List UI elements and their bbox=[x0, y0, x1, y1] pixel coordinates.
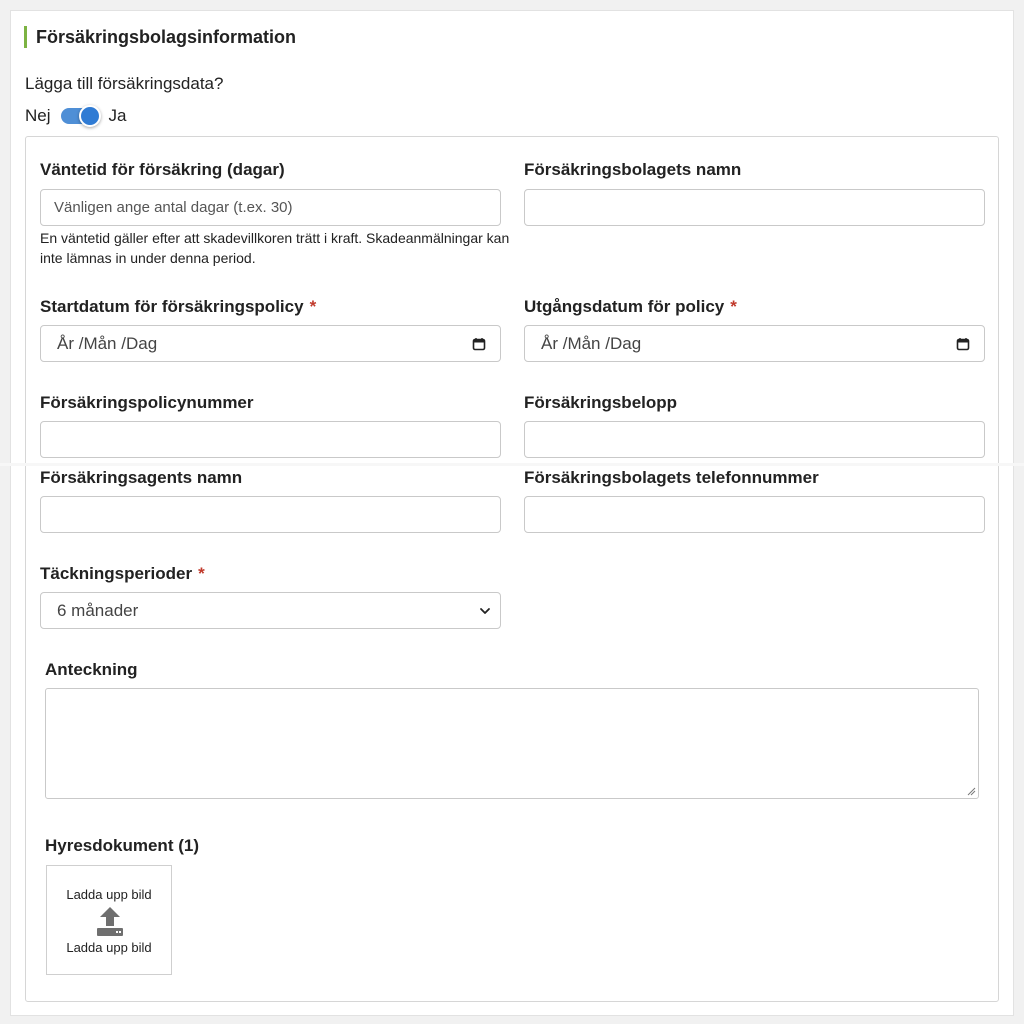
required-marker: * bbox=[730, 297, 737, 316]
coverage-select[interactable] bbox=[40, 592, 501, 629]
resize-grip-icon[interactable] bbox=[967, 787, 976, 796]
waiting-period-label: Väntetid för försäkring (dagar) bbox=[40, 160, 285, 179]
company-phone-input[interactable] bbox=[524, 496, 985, 533]
waiting-period-helper: En väntetid gäller efter att skadevillkoren trätt i kraft. Skadeanmälningar kan inte lämnas in under denna period. bbox=[40, 230, 510, 266]
toggle-knob[interactable] bbox=[79, 105, 101, 127]
add-insurance-question: Lägga till försäkringsdata? bbox=[25, 74, 224, 93]
agent-name-label: Försäkringsagents namn bbox=[40, 468, 243, 487]
start-date-label-text: Startdatum för försäkringspolicy bbox=[40, 297, 304, 316]
end-date-label-text: Utgångsdatum för policy bbox=[524, 297, 725, 316]
upload-label-bottom: Ladda upp bild bbox=[66, 940, 152, 955]
policy-number-input[interactable] bbox=[40, 421, 501, 458]
upload-icon bbox=[93, 904, 127, 938]
note-textarea[interactable] bbox=[45, 688, 979, 799]
waiting-period-placeholder: Vänligen ange antal dagar (t.ex. 30) bbox=[54, 199, 293, 216]
coverage-selected-value: 6 månader bbox=[57, 600, 139, 620]
upload-image-button[interactable] bbox=[46, 865, 172, 975]
insurance-toggle-row bbox=[25, 104, 126, 128]
waiting-period-input[interactable] bbox=[40, 189, 501, 226]
amount-label: Försäkringsbelopp bbox=[524, 393, 678, 412]
start-date-input[interactable] bbox=[40, 325, 501, 362]
company-name-input[interactable] bbox=[524, 189, 985, 226]
calendar-icon[interactable] bbox=[472, 337, 486, 351]
upload-label-top: Ladda upp bild bbox=[66, 887, 152, 902]
coverage-label bbox=[40, 563, 205, 585]
company-name-label: Försäkringsbolagets namn bbox=[524, 160, 742, 179]
start-date-placeholder: År /Mån /Dag bbox=[57, 333, 158, 353]
note-label: Anteckning bbox=[45, 660, 138, 679]
end-date-label bbox=[524, 296, 737, 318]
chevron-down-icon[interactable] bbox=[478, 604, 492, 618]
agent-name-input[interactable] bbox=[40, 496, 501, 533]
coverage-label-text: Täckningsperioder bbox=[40, 564, 193, 583]
policy-number-label: Försäkringspolicynummer bbox=[40, 393, 254, 412]
insurance-toggle[interactable] bbox=[61, 108, 99, 124]
section-title: Försäkringsbolagsinformation bbox=[24, 26, 296, 48]
documents-label: Hyresdokument (1) bbox=[45, 836, 199, 855]
end-date-placeholder: År /Mån /Dag bbox=[541, 333, 642, 353]
start-date-label bbox=[40, 296, 316, 318]
calendar-icon[interactable] bbox=[956, 337, 970, 351]
required-marker: * bbox=[309, 297, 317, 316]
required-marker: * bbox=[198, 564, 205, 583]
end-date-input[interactable] bbox=[524, 325, 985, 362]
toggle-off-label: Nej bbox=[25, 106, 51, 125]
divider bbox=[0, 463, 1024, 466]
company-phone-label: Försäkringsbolagets telefonnummer bbox=[524, 468, 819, 487]
amount-input[interactable] bbox=[524, 421, 985, 458]
toggle-on-label: Ja bbox=[108, 106, 127, 125]
